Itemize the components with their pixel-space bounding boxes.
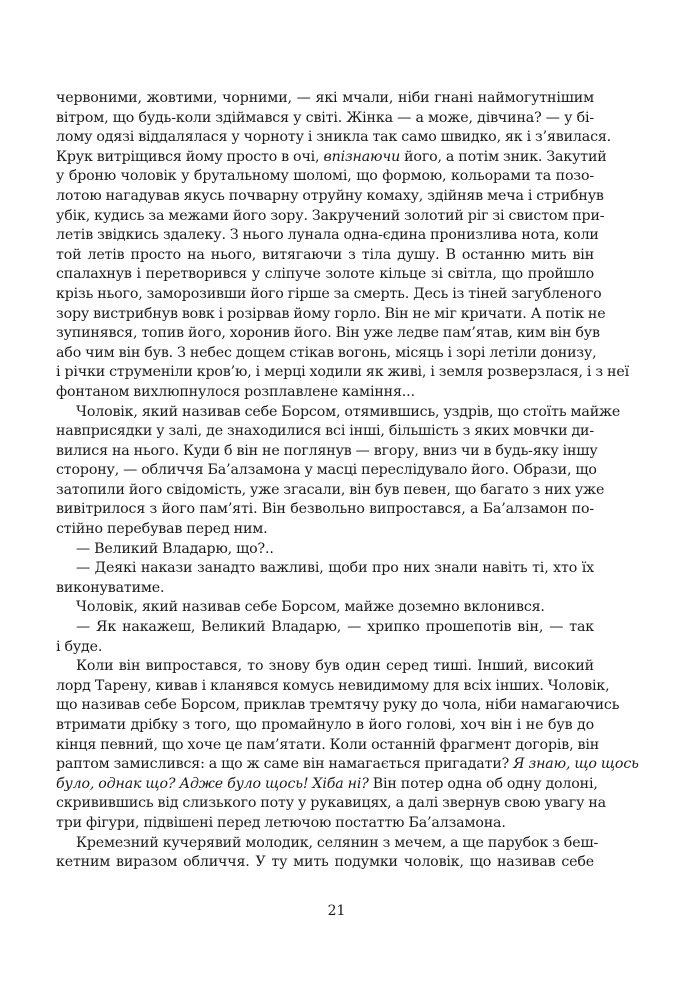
text-line <box>56 775 598 795</box>
text-line: і буде. <box>56 638 103 655</box>
text-line: або чим він був. З небес дощем стікав вогонь, місяць і зорі летіли донизу, <box>56 344 597 361</box>
text-line: той летів просто на нього, витягаючи з тіла душу. В останню мить він <box>56 246 594 263</box>
text-line: летів звідкись здалеку. З нього лунала одна-єдина пронизлива нота, коли <box>56 227 599 244</box>
text-line: втримати дрібку з того, що промайнуло в його голові, хоч він і не був до <box>56 717 594 733</box>
text-line: скривившись від слизького поту у рукавицях, а далі звернув свою увагу на <box>56 795 606 812</box>
text-line: кетним виразом обличчя. У ту мить подумки чоловік, що називав себе <box>56 854 594 871</box>
text-line: зору вистрибнув вовк і розірвав йому горло. Він не міг кричати. А потік не <box>56 305 606 322</box>
text-line: лотою нагадував якусь почварну отруйну комаху, здійняв меча і стрибнув <box>56 187 604 204</box>
paragraph-first-line: Чоловік, який називав себе Борсом, отямившись, уздрів, що стоїть майже <box>76 403 621 420</box>
paragraph-first-line: Кремезний кучерявий молодик, селянин з мечем, а ще парубок з беш- <box>76 834 599 851</box>
text-line: навприсядки у залі, де знаходилися всі інші, більшість з яких мовчки ди- <box>56 423 594 440</box>
text-line: кінця певний, що хоче це пам’ятати. Коли останній фрагмент догорів, він <box>56 736 600 753</box>
dialogue-line: — Деякі накази занадто важливі, щоби про них знали навіть ті, хто їх <box>76 560 594 577</box>
text-line: зупинявся, топив його, хоронив його. Він уже ледве пам’ятав, ким він був <box>56 325 600 342</box>
text-line: лому одязі віддалялася у чорноту і зникла так само швидко, як і з’явилася. <box>56 129 612 146</box>
text-run: Крук витріщився йому просто в очі, <box>56 148 324 165</box>
text-run: раптом замислився: а що ж саме він намагається пригадати? <box>56 756 514 773</box>
dialogue-line: — Великий Владарю, що?.. <box>76 540 274 557</box>
text-line: убік, кудись за межами його зору. Закручений золотий ріг зі свистом при- <box>56 207 605 224</box>
italic-text: Я знаю, що щось <box>513 756 639 773</box>
italic-text: було, однак що? Адже було щось! Хіба ні? <box>56 775 369 792</box>
text-line: крізь нього, заморозивши його гірше за смерть. Десь із тіней загубленого <box>56 285 602 302</box>
text-line: виконуватиме. <box>56 579 165 596</box>
italic-text: впізнаючи <box>323 148 401 165</box>
body-text <box>56 89 639 873</box>
text-line: спалахнув і перетворився у сліпуче золоте кільце зі світла, що пройшло <box>56 266 594 283</box>
text-line: і річки струменіли кров’ю, і мерці ходили як живі, і земля розверзлася, і з неї <box>56 364 629 381</box>
paragraph-first-line: Чоловік, який називав себе Борсом, майже доземно вклонився. <box>76 599 545 616</box>
dialogue-line: — Як накажеш, Великий Владарю, — хрипко прошепотів він, — так <box>76 619 594 636</box>
text-line: стійно перебував перед ним. <box>56 521 268 538</box>
text-line: вітром, що будь-коли здіймався у світі. Жінка — а може, дівчина? — у бі- <box>56 109 594 126</box>
text-line: лорд Тарену, кивав і кланявся комусь невидимому для всіх інших. Чоловік, <box>56 677 610 694</box>
text-line: червоними, жовтими, чорними, — які мчали, ніби гнані наймогутнішим <box>56 90 594 106</box>
text-line: затопили його свідомість, уже згасали, він був певен, що багато з них уже <box>56 481 605 498</box>
text-line: у броню чоловік у брутальному шоломі, що формою, кольорами та позо- <box>56 168 594 185</box>
text-line: сторону, — обличчя Ба’алзамона у масці переслідувало його. Образи, що <box>56 462 597 479</box>
text-run: Він потер одна об одну долоні, <box>368 775 598 792</box>
text-line <box>56 148 607 168</box>
page-number: 21 <box>327 903 346 919</box>
text-line <box>56 755 639 775</box>
text-run: його, а потім зник. Закутий <box>400 148 607 165</box>
text-line: що називав себе Борсом, приклав тремтячу руку до чола, ніби намагаючись <box>56 697 620 714</box>
text-line: фонтаном вихлюпнулося розплавлене каміння... <box>56 383 415 400</box>
text-line: три фігури, підвішені перед летючою постаттю Ба’алзамона. <box>56 814 506 831</box>
text-line: вилися на нього. Куди б він не поглянув — вгору, вниз чи в будь-яку іншу <box>56 442 598 459</box>
paragraph-first-line: Коли він випростався, то знову був один серед тиші. Інший, високий <box>76 658 594 675</box>
text-line: вивітрилося з його пам’яті. Він безвольно випростався, а Ба’алзамон по- <box>56 501 594 518</box>
